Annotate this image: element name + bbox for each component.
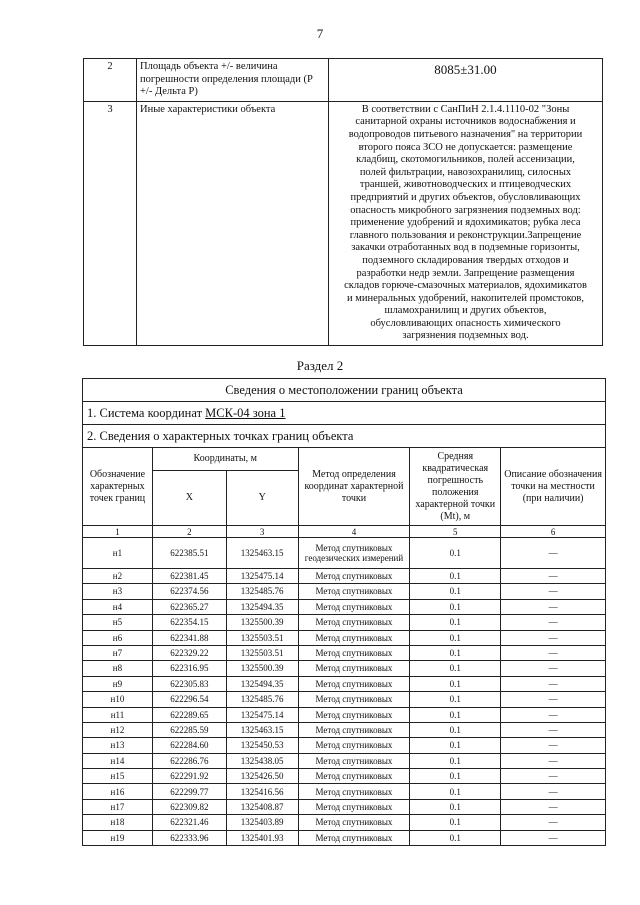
- page-number: 7: [316, 26, 324, 41]
- mt-value: 0.1: [410, 707, 501, 722]
- x-coordinate: 622299.77: [152, 784, 226, 799]
- y-coordinate: 1325438.05: [226, 753, 298, 768]
- x-coordinate: 622309.82: [152, 799, 226, 814]
- point-description: —: [501, 769, 606, 784]
- point-description: —: [501, 738, 606, 753]
- point-id: н10: [83, 692, 153, 707]
- col-coords-header: Координаты, м: [152, 448, 298, 471]
- y-coordinate: 1325494.35: [226, 599, 298, 614]
- x-coordinate: 622321.46: [152, 815, 226, 830]
- table-row: [83, 676, 606, 691]
- point-id: н18: [83, 815, 153, 830]
- y-coordinate: 1325485.76: [226, 584, 298, 599]
- mt-value: 0.1: [410, 676, 501, 691]
- y-coordinate: 1325494.35: [226, 676, 298, 691]
- method: Метод спутниковых: [298, 722, 410, 737]
- point-id: н1: [83, 538, 153, 569]
- table-row: [83, 799, 606, 814]
- mt-value: 0.1: [410, 753, 501, 768]
- point-description: —: [501, 584, 606, 599]
- x-coordinate: 622296.54: [152, 692, 226, 707]
- other-characteristics-value: В соответствии с СанПиН 2.1.4.1110-02 "Зоны санитарной охраны источников водоснабжения и водопроводов питьевого назначения" на территории второго пояса ЗСО не допускается: размещение кладбищ, скотомогильников, полей ассенизации, полей фильтрации, навозохранилищ, силосных траншей, животноводческих и птицеводческих предприятий и других объектов, обусловливающих опасность микробного загрязнения подземных вод: применение удобрений и ядохимикатов; рубка леса главного пользования и реконструкции.Запрещение закачки отработанных вод в подземные горизонты, подземного складирования твердых отходов и разработки недр земли. Запрещение размещения складов горюче-смазочных материалов, ядохимикатов и минеральных удобрений, накопителей промстоков, шламохранилищ и других объектов, обусловливающих опасность химического загрязнения подземных вод.: [329, 101, 603, 345]
- point-description: —: [501, 799, 606, 814]
- area-value: 8085±31.00: [329, 59, 603, 102]
- point-description: —: [501, 615, 606, 630]
- y-coordinate: 1325500.39: [226, 615, 298, 630]
- method: Метод спутниковых: [298, 784, 410, 799]
- method: Метод спутниковых: [298, 661, 410, 676]
- y-coordinate: 1325450.53: [226, 738, 298, 753]
- x-coordinate: 622305.83: [152, 676, 226, 691]
- point-description: —: [501, 645, 606, 660]
- x-coordinate: 622285.59: [152, 722, 226, 737]
- col-index: 1: [83, 526, 153, 538]
- mt-value: 0.1: [410, 799, 501, 814]
- y-coordinate: 1325503.51: [226, 645, 298, 660]
- row-number: 3: [84, 101, 137, 345]
- table-row: [83, 769, 606, 784]
- x-coordinate: 622316.95: [152, 661, 226, 676]
- point-id: н15: [83, 769, 153, 784]
- method: Метод спутниковых: [298, 692, 410, 707]
- mt-value: 0.1: [410, 599, 501, 614]
- table-row: [83, 784, 606, 799]
- y-coordinate: 1325475.14: [226, 707, 298, 722]
- point-id: н8: [83, 661, 153, 676]
- x-coordinate: 622385.51: [152, 538, 226, 569]
- method: Метод спутниковых: [298, 707, 410, 722]
- y-coordinate: 1325463.15: [226, 538, 298, 569]
- coordinate-system-label: 1. Система координат: [87, 406, 206, 420]
- point-id: н7: [83, 645, 153, 660]
- table-row: [83, 707, 606, 722]
- method: Метод спутниковых: [298, 615, 410, 630]
- col-index: 3: [226, 526, 298, 538]
- row-label: Площадь объекта +/- величина погрешности определения площади (Р +/- Дельта Р): [137, 59, 329, 102]
- point-id: н17: [83, 799, 153, 814]
- table-row: [83, 569, 606, 584]
- table-row: [83, 830, 606, 845]
- mt-value: 0.1: [410, 769, 501, 784]
- x-coordinate: 622329.22: [152, 645, 226, 660]
- mt-value: 0.1: [410, 815, 501, 830]
- x-coordinate: 622333.96: [152, 830, 226, 845]
- method: Метод спутниковых: [298, 630, 410, 645]
- mt-value: 0.1: [410, 584, 501, 599]
- method: Метод спутниковых: [298, 769, 410, 784]
- point-id: н16: [83, 784, 153, 799]
- method: Метод спутниковых: [298, 569, 410, 584]
- point-description: —: [501, 722, 606, 737]
- point-description: —: [501, 784, 606, 799]
- point-description: —: [501, 815, 606, 830]
- y-coordinate: 1325463.15: [226, 722, 298, 737]
- y-coordinate: 1325503.51: [226, 630, 298, 645]
- table-row: [83, 615, 606, 630]
- method: Метод спутниковых: [298, 830, 410, 845]
- y-coordinate: 1325408.87: [226, 799, 298, 814]
- col-description-header: Описание обозначения точки на местности (при наличии): [501, 448, 606, 526]
- x-coordinate: 622381.45: [152, 569, 226, 584]
- mt-value: 0.1: [410, 692, 501, 707]
- x-coordinate: 622374.56: [152, 584, 226, 599]
- point-id: н5: [83, 615, 153, 630]
- y-coordinate: 1325475.14: [226, 569, 298, 584]
- col-method-header: Метод определения координат характерной точки: [298, 448, 410, 526]
- mt-value: 0.1: [410, 661, 501, 676]
- point-id: н12: [83, 722, 153, 737]
- table-row: [83, 815, 606, 830]
- points-heading: 2. Сведения о характерных точках границ объекта: [83, 425, 606, 448]
- col-y-header: Y: [226, 471, 298, 526]
- table-row: [84, 59, 603, 102]
- point-description: —: [501, 753, 606, 768]
- table-row: [83, 538, 606, 569]
- coordinate-system-name: МСК-04 зона 1: [205, 406, 286, 420]
- y-coordinate: 1325426.50: [226, 769, 298, 784]
- table-row: [83, 599, 606, 614]
- point-id: н13: [83, 738, 153, 753]
- col-designation-header: Обозначение характерных точек границ: [83, 448, 153, 526]
- y-coordinate: 1325416.56: [226, 784, 298, 799]
- col-index: 2: [152, 526, 226, 538]
- mt-value: 0.1: [410, 722, 501, 737]
- y-coordinate: 1325485.76: [226, 692, 298, 707]
- x-coordinate: 622365.27: [152, 599, 226, 614]
- x-coordinate: 622289.65: [152, 707, 226, 722]
- row-label: Иные характеристики объекта: [137, 101, 329, 345]
- point-description: —: [501, 676, 606, 691]
- point-description: —: [501, 692, 606, 707]
- mt-value: 0.1: [410, 569, 501, 584]
- method: Метод спутниковых: [298, 799, 410, 814]
- method: Метод спутниковых: [298, 584, 410, 599]
- point-description: —: [501, 830, 606, 845]
- x-coordinate: 622286.76: [152, 753, 226, 768]
- col-index: 4: [298, 526, 410, 538]
- method: Метод спутниковых: [298, 753, 410, 768]
- point-description: —: [501, 569, 606, 584]
- point-id: н3: [83, 584, 153, 599]
- point-description: —: [501, 599, 606, 614]
- col-index: 5: [410, 526, 501, 538]
- col-x-header: X: [152, 471, 226, 526]
- y-coordinate: 1325403.89: [226, 815, 298, 830]
- x-coordinate: 622354.15: [152, 615, 226, 630]
- coordinate-system: [83, 402, 606, 425]
- point-id: н11: [83, 707, 153, 722]
- table-row: [83, 722, 606, 737]
- x-coordinate: 622341.88: [152, 630, 226, 645]
- x-coordinate: 622291.92: [152, 769, 226, 784]
- col-error-header: Средняя квадратическая погрешность положения характерной точки (Mt), м: [410, 448, 501, 526]
- method: Метод спутниковых: [298, 738, 410, 753]
- point-id: н6: [83, 630, 153, 645]
- mt-value: 0.1: [410, 538, 501, 569]
- point-description: —: [501, 661, 606, 676]
- mt-value: 0.1: [410, 645, 501, 660]
- boundary-points-table: [82, 378, 606, 846]
- method: Метод спутниковых: [298, 815, 410, 830]
- points-rows: [83, 538, 606, 846]
- method: Метод спутниковых: [298, 645, 410, 660]
- x-coordinate: 622284.60: [152, 738, 226, 753]
- method: Метод спутниковых геодезических измерений: [298, 538, 410, 569]
- point-id: н2: [83, 569, 153, 584]
- table-row: [83, 645, 606, 660]
- point-description: —: [501, 707, 606, 722]
- y-coordinate: 1325500.39: [226, 661, 298, 676]
- table-row: [83, 630, 606, 645]
- section-heading: Сведения о местоположении границ объекта: [83, 379, 606, 402]
- table-row: [83, 584, 606, 599]
- table-row: [83, 661, 606, 676]
- y-coordinate: 1325401.93: [226, 830, 298, 845]
- table-row: [83, 738, 606, 753]
- point-id: н4: [83, 599, 153, 614]
- row-number: 2: [84, 59, 137, 102]
- object-characteristics-table: [83, 58, 603, 346]
- table-row: [83, 753, 606, 768]
- section-title: Раздел 2: [296, 358, 344, 373]
- point-id: н19: [83, 830, 153, 845]
- method: Метод спутниковых: [298, 676, 410, 691]
- method: Метод спутниковых: [298, 599, 410, 614]
- point-description: —: [501, 538, 606, 569]
- table-row: [83, 692, 606, 707]
- point-id: н9: [83, 676, 153, 691]
- mt-value: 0.1: [410, 830, 501, 845]
- col-index: 6: [501, 526, 606, 538]
- mt-value: 0.1: [410, 738, 501, 753]
- point-id: н14: [83, 753, 153, 768]
- mt-value: 0.1: [410, 615, 501, 630]
- point-description: —: [501, 630, 606, 645]
- table-row: [84, 101, 603, 345]
- mt-value: 0.1: [410, 784, 501, 799]
- mt-value: 0.1: [410, 630, 501, 645]
